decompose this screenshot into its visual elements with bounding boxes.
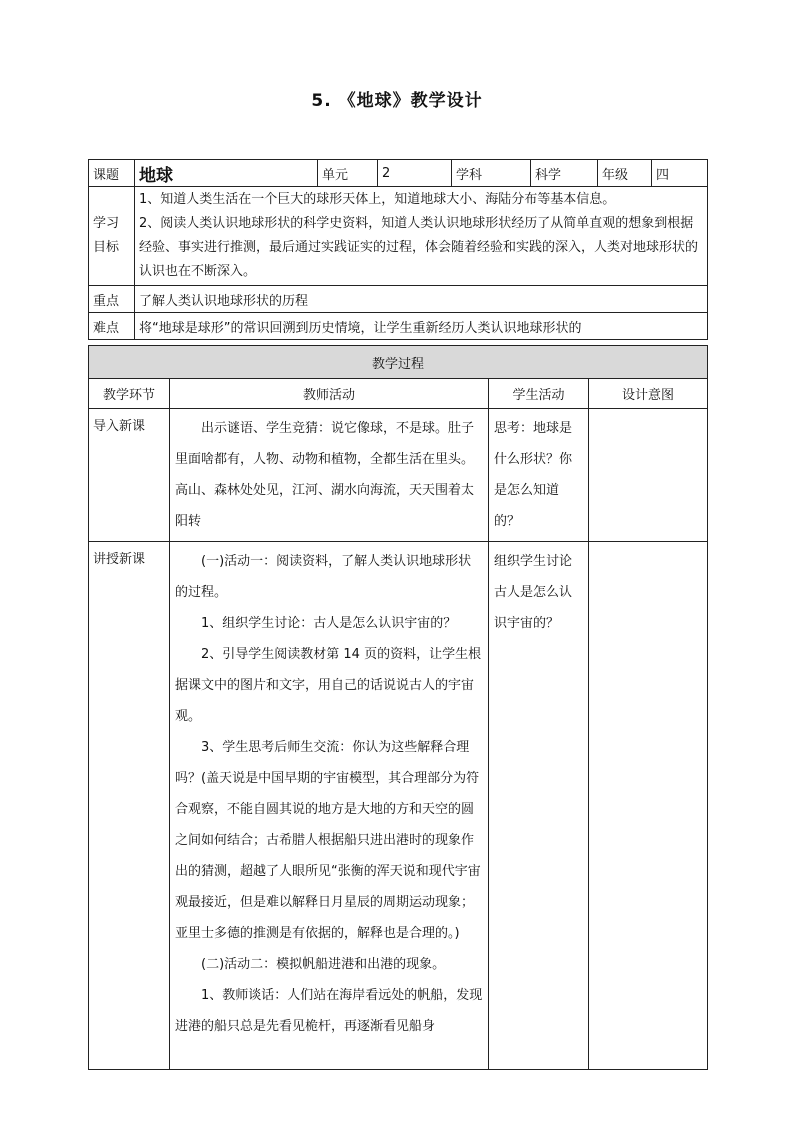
design-intent-intro: [589, 409, 708, 542]
stage-intro: 导入新课: [89, 409, 170, 542]
teacher-teach-p1: (一)活动一：阅读资料，了解人类认识地球形状的过程。: [175, 554, 472, 600]
subject-label: 学科: [452, 160, 531, 187]
process-table: [88, 345, 708, 1070]
info-table: [88, 159, 708, 340]
unit-value: 2: [378, 160, 452, 187]
info-row-difficulty: [89, 313, 708, 340]
info-row-objectives: [89, 187, 708, 286]
teacher-activity-teach: [170, 542, 489, 1070]
objective-1: 1、知道人类生活在一个巨大的球形天体上，知道地球大小、海陆分布等基本信息。: [139, 192, 616, 207]
teacher-intro-p1: 出示谜语、学生竞猜：说它像球，不是球。肚子里面啥都有，人物、动物和植物，全都生活在里头。高山、森林处处见，江河、湖水向海流，天天围着太阳转: [175, 421, 475, 529]
teacher-teach-p5: (二)活动二：模拟帆船进港和出港的现象。: [201, 957, 446, 972]
col-header-stage: 教学环节: [89, 379, 170, 409]
difficulty-value: 将“地球是球形”的常识回溯到历史情境，让学生重新经历人类认识地球形状的: [135, 313, 708, 340]
process-row-teach: [89, 542, 708, 1070]
difficulty-label: 难点: [89, 313, 135, 340]
col-header-intent: 设计意图: [589, 379, 708, 409]
subject-value: 科学: [531, 160, 598, 187]
student-intro-text: 思考：地球是什么形状？你是怎么知道的？: [494, 421, 573, 529]
document-title: 5. 《地球》教学设计: [311, 91, 483, 111]
grade-value: 四: [652, 160, 708, 187]
student-teach-text: 组织学生讨论古人是怎么认识宇宙的？: [494, 554, 573, 631]
key-value: 了解人类认识地球形状的历程: [135, 286, 708, 313]
topic-value: 地球: [135, 160, 318, 187]
unit-label: 单元: [318, 160, 378, 187]
teacher-teach-p3: 2、引导学生阅读教材第 14 页的资料，让学生根据课文中的图片和文字，用自己的话说说古人的宇宙观。: [175, 647, 482, 724]
info-row-key: [89, 286, 708, 313]
teacher-teach-p2: 1、组织学生讨论：古人是怎么认识宇宙的？: [201, 616, 457, 631]
process-row-intro: [89, 409, 708, 542]
info-row-topic: [89, 160, 708, 187]
objectives-cell: [135, 187, 708, 286]
topic-label: 课题: [89, 160, 135, 187]
key-label: 重点: [89, 286, 135, 313]
grade-label: 年级: [598, 160, 652, 187]
objectives-label: 学习目标: [89, 187, 135, 286]
objective-2: 2、阅读人类认识地球形状的科学史资料，知道人类认识地球形状经历了从简单直观的想象到根据经验、事实进行推测，最后通过实践证实的过程，体会随着经验和实践的深入，人类对地球形状的认识也在不断深入。: [139, 216, 699, 279]
col-header-student: 学生活动: [489, 379, 589, 409]
student-activity-teach: [489, 542, 589, 1070]
process-column-headers: [89, 379, 708, 409]
design-intent-teach: [589, 542, 708, 1070]
teacher-teach-p4: 3、学生思考后师生交流：你认为这些解释合理吗？(盖天说是中国早期的宇宙模型，其合理部分为符合观察，不能自圆其说的地方是大地的方和天空的圆之间如何结合；古希腊人根据船只进出港时的现象作出的猜测，超越了人眼所见“张衡的浑天说和现代宇宙观最接近，但是难以解释日月星辰的周期运动现象；亚里士多德的推测是有依据的，解释也是合理的。): [175, 740, 481, 941]
teacher-activity-intro: [170, 409, 489, 542]
student-activity-intro: [489, 409, 589, 542]
process-header: 教学过程: [89, 346, 708, 379]
stage-teach: 讲授新课: [89, 542, 170, 1070]
teacher-teach-p6: 1、教师谈话：人们站在海岸看远处的帆船，发现进港的船只总是先看见桅杆，再逐渐看见船身: [175, 988, 483, 1034]
col-header-teacher: 教师活动: [170, 379, 489, 409]
